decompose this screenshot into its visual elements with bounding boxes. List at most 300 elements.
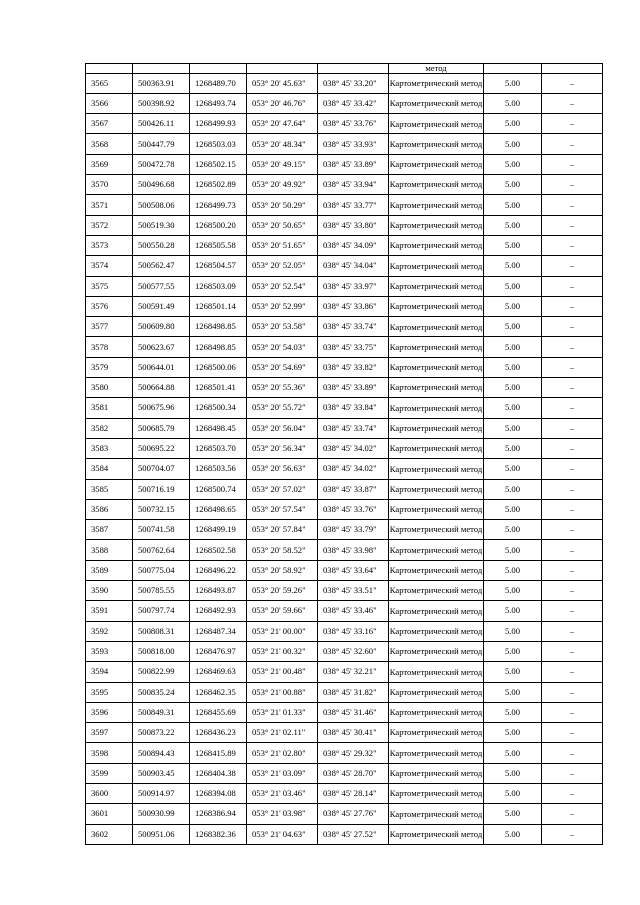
table-row [86, 296, 603, 316]
y-coordinate-cell: 1268382.36 [190, 824, 247, 844]
accuracy-cell: 5.00 [484, 783, 542, 803]
y-coordinate-cell: 1268469.63 [190, 662, 247, 682]
dash-cell: – [542, 682, 603, 702]
table-row [86, 459, 603, 479]
x-coordinate-cell: 500363.91 [133, 73, 190, 93]
dash-cell: – [542, 540, 603, 560]
y-coordinate-cell: 1268436.23 [190, 723, 247, 743]
accuracy-cell: 5.00 [484, 824, 542, 844]
x-coordinate-cell: 500775.04 [133, 560, 190, 580]
table-row [86, 276, 603, 296]
y-coordinate-cell: 1268503.03 [190, 134, 247, 154]
y-coordinate-cell: 1268394.08 [190, 783, 247, 803]
table-row [86, 73, 603, 93]
dash-cell: – [542, 357, 603, 377]
dash-cell: – [542, 114, 603, 134]
method-cell: Картометрический метод [389, 479, 484, 499]
dash-cell: – [542, 662, 603, 682]
x-coordinate-cell: 500930.99 [133, 804, 190, 824]
point-number-cell: 3579 [86, 357, 133, 377]
method-cell: Картометрический метод [389, 195, 484, 215]
latitude-cell: 053° 21' 01.33" [247, 702, 318, 722]
accuracy-cell: 5.00 [484, 581, 542, 601]
method-cell: Картометрический метод [389, 134, 484, 154]
y-coordinate-cell: 1268476.97 [190, 641, 247, 661]
method-cell: Картометрический метод [389, 621, 484, 641]
point-number-cell: 3571 [86, 195, 133, 215]
y-coordinate-cell: 1268455.69 [190, 702, 247, 722]
latitude-cell: 053° 20' 49.15" [247, 154, 318, 174]
dash-cell: – [542, 560, 603, 580]
x-coordinate-cell: 500914.97 [133, 783, 190, 803]
latitude-cell: 053° 21' 03.98" [247, 804, 318, 824]
accuracy-cell: 5.00 [484, 520, 542, 540]
longitude-cell: 038° 45' 33.74" [318, 317, 389, 337]
point-number-cell: 3575 [86, 276, 133, 296]
table-row [86, 337, 603, 357]
longitude-cell: 038° 45' 34.09" [318, 235, 389, 255]
method-cell: Картометрический метод [389, 235, 484, 255]
method-cell: Картометрический метод [389, 175, 484, 195]
table-row [86, 662, 603, 682]
dash-cell: – [542, 702, 603, 722]
table-row [86, 175, 603, 195]
accuracy-cell: 5.00 [484, 73, 542, 93]
dash-cell: – [542, 296, 603, 316]
latitude-cell: 053° 20' 58.52" [247, 540, 318, 560]
point-number-cell: 3583 [86, 438, 133, 458]
method-cell: Картометрический метод [389, 581, 484, 601]
x-coordinate-cell: 500732.15 [133, 499, 190, 519]
accuracy-cell: 5.00 [484, 641, 542, 661]
table-row [86, 154, 603, 174]
longitude-cell: 038° 45' 27.76" [318, 804, 389, 824]
dash-cell: – [542, 479, 603, 499]
dash-cell: – [542, 743, 603, 763]
longitude-cell: 038° 45' 33.93" [318, 134, 389, 154]
point-number-cell: 3600 [86, 783, 133, 803]
table-row [86, 317, 603, 337]
longitude-cell: 038° 45' 33.89" [318, 378, 389, 398]
y-coordinate-cell: 1268501.14 [190, 296, 247, 316]
latitude-cell: 053° 20' 54.69" [247, 357, 318, 377]
table-row [86, 601, 603, 621]
y-coordinate-cell: 1268498.65 [190, 499, 247, 519]
x-coordinate-cell: 500519.30 [133, 215, 190, 235]
accuracy-cell: 5.00 [484, 276, 542, 296]
table-row [86, 378, 603, 398]
y-coordinate-cell: 1268503.70 [190, 438, 247, 458]
dash-cell: – [542, 418, 603, 438]
y-coordinate-cell: 1268504.57 [190, 256, 247, 276]
accuracy-cell: 5.00 [484, 195, 542, 215]
dash-cell: – [542, 337, 603, 357]
accuracy-cell: 5.00 [484, 540, 542, 560]
longitude-cell: 038° 45' 31.82" [318, 682, 389, 702]
point-number-cell: 3596 [86, 702, 133, 722]
method-cell: Картометрический метод [389, 378, 484, 398]
point-number-cell: 3576 [86, 296, 133, 316]
x-coordinate-cell: 500623.67 [133, 337, 190, 357]
x-coordinate-cell: 500508.06 [133, 195, 190, 215]
accuracy-cell: 5.00 [484, 438, 542, 458]
y-coordinate-cell: 1268493.87 [190, 581, 247, 601]
table-row [86, 763, 603, 783]
point-number-cell: 3578 [86, 337, 133, 357]
longitude-cell: 038° 45' 33.82" [318, 357, 389, 377]
method-cell: Картометрический метод [389, 560, 484, 580]
method-cell: Картометрический метод [389, 276, 484, 296]
table-row [86, 114, 603, 134]
dash-cell: – [542, 641, 603, 661]
table-row [86, 804, 603, 824]
accuracy-cell: 5.00 [484, 621, 542, 641]
longitude-cell: 038° 45' 27.52" [318, 824, 389, 844]
dash-cell: – [542, 317, 603, 337]
y-coordinate-cell: 1268503.09 [190, 276, 247, 296]
latitude-cell: 053° 21' 04.63" [247, 824, 318, 844]
dash-cell: – [542, 804, 603, 824]
table-row [86, 438, 603, 458]
accuracy-cell: 5.00 [484, 215, 542, 235]
x-coordinate-cell: 500762.64 [133, 540, 190, 560]
table-body [86, 64, 603, 845]
y-coordinate-cell: 1268499.73 [190, 195, 247, 215]
x-coordinate-cell: 500644.01 [133, 357, 190, 377]
table-row [86, 398, 603, 418]
latitude-cell: 053° 20' 56.04" [247, 418, 318, 438]
latitude-cell: 053° 20' 50.65" [247, 215, 318, 235]
method-cell: Картометрический метод [389, 438, 484, 458]
longitude-cell: 038° 45' 33.74" [318, 418, 389, 438]
longitude-cell: 038° 45' 34.02" [318, 459, 389, 479]
dash-cell: – [542, 175, 603, 195]
table-row [86, 499, 603, 519]
method-cell: Картометрический метод [389, 743, 484, 763]
y-coordinate-cell: 1268503.56 [190, 459, 247, 479]
dash-cell: – [542, 398, 603, 418]
method-cell: Картометрический метод [389, 783, 484, 803]
y-coordinate-cell: 1268386.94 [190, 804, 247, 824]
accuracy-cell: 5.00 [484, 560, 542, 580]
dash-cell: – [542, 276, 603, 296]
accuracy-cell: 5.00 [484, 743, 542, 763]
point-number-cell: 3592 [86, 621, 133, 641]
longitude-cell: 038° 45' 33.46" [318, 601, 389, 621]
dash-cell: – [542, 824, 603, 844]
method-cell: Картометрический метод [389, 763, 484, 783]
point-number-cell: 3569 [86, 154, 133, 174]
y-coordinate-cell: 1268487.34 [190, 621, 247, 641]
latitude-cell: 053° 20' 55.36" [247, 378, 318, 398]
dash-cell: – [542, 235, 603, 255]
y-coordinate-cell: 1268500.06 [190, 357, 247, 377]
method-cell: Картометрический метод [389, 337, 484, 357]
x-coordinate-cell: 500496.68 [133, 175, 190, 195]
longitude-cell: 038° 45' 33.51" [318, 581, 389, 601]
x-coordinate-cell: 500550.28 [133, 235, 190, 255]
method-cell: Картометрический метод [389, 296, 484, 316]
dash-cell: – [542, 520, 603, 540]
method-cell: Картометрический метод [389, 804, 484, 824]
y-coordinate-cell: 1268462.35 [190, 682, 247, 702]
table-row [86, 682, 603, 702]
x-coordinate-cell: 500818.00 [133, 641, 190, 661]
table-row [86, 520, 603, 540]
latitude-cell: 053° 21' 00.88" [247, 682, 318, 702]
point-number-cell: 3591 [86, 601, 133, 621]
table-row [86, 134, 603, 154]
dash-cell: – [542, 378, 603, 398]
table-row [86, 743, 603, 763]
x-coordinate-cell: 500785.55 [133, 581, 190, 601]
latitude-cell: 053° 21' 02.11" [247, 723, 318, 743]
table-row [86, 93, 603, 113]
latitude-cell: 053° 20' 48.34" [247, 134, 318, 154]
table-row [86, 195, 603, 215]
point-number-cell: 3581 [86, 398, 133, 418]
y-coordinate-cell: 1268505.58 [190, 235, 247, 255]
longitude-cell: 038° 45' 29.32" [318, 743, 389, 763]
point-number-cell: 3566 [86, 93, 133, 113]
accuracy-cell: 5.00 [484, 682, 542, 702]
accuracy-cell: 5.00 [484, 702, 542, 722]
method-cell: Картометрический метод [389, 641, 484, 661]
x-coordinate-cell: 500741.58 [133, 520, 190, 540]
accuracy-cell: 5.00 [484, 418, 542, 438]
accuracy-cell: 5.00 [484, 499, 542, 519]
accuracy-cell: 5.00 [484, 337, 542, 357]
dash-cell: – [542, 154, 603, 174]
latitude-cell: 053° 21' 00.00" [247, 621, 318, 641]
x-coordinate-cell: 500577.55 [133, 276, 190, 296]
point-number-cell: 3584 [86, 459, 133, 479]
point-number-cell: 3577 [86, 317, 133, 337]
longitude-cell: 038° 45' 34.02" [318, 438, 389, 458]
dash-cell: – [542, 195, 603, 215]
point-number-cell: 3597 [86, 723, 133, 743]
point-number-cell: 3588 [86, 540, 133, 560]
method-cell: Картометрический метод [389, 418, 484, 438]
table-row [86, 723, 603, 743]
accuracy-cell: 5.00 [484, 723, 542, 743]
longitude-cell: 038° 45' 33.94" [318, 175, 389, 195]
y-coordinate-cell: 1268404.38 [190, 763, 247, 783]
accuracy-cell: 5.00 [484, 114, 542, 134]
point-number-cell: 3565 [86, 73, 133, 93]
latitude-cell: 053° 20' 58.92" [247, 560, 318, 580]
table-row [86, 256, 603, 276]
accuracy-cell: 5.00 [484, 317, 542, 337]
x-coordinate-cell: 500426.11 [133, 114, 190, 134]
latitude-cell: 053° 20' 56.34" [247, 438, 318, 458]
table-row [86, 824, 603, 844]
longitude-cell: 038° 45' 33.16" [318, 621, 389, 641]
point-number-cell: 3587 [86, 520, 133, 540]
point-number-cell: 3585 [86, 479, 133, 499]
accuracy-cell: 5.00 [484, 175, 542, 195]
x-coordinate-cell: 500822.99 [133, 662, 190, 682]
y-coordinate-cell: 1268499.19 [190, 520, 247, 540]
method-cell: Картометрический метод [389, 154, 484, 174]
dash-cell: – [542, 93, 603, 113]
table-row [86, 357, 603, 377]
accuracy-cell: 5.00 [484, 662, 542, 682]
dash-cell: – [542, 723, 603, 743]
dash-cell: – [542, 215, 603, 235]
point-number-cell: 3590 [86, 581, 133, 601]
y-coordinate-cell: 1268500.34 [190, 398, 247, 418]
y-coordinate-cell: 1268502.58 [190, 540, 247, 560]
dash-cell: – [542, 581, 603, 601]
accuracy-cell: 5.00 [484, 601, 542, 621]
longitude-cell: 038° 45' 33.87" [318, 479, 389, 499]
y-coordinate-cell: 1268500.74 [190, 479, 247, 499]
dash-cell: – [542, 601, 603, 621]
dash-cell: – [542, 459, 603, 479]
accuracy-cell: 5.00 [484, 357, 542, 377]
point-number-cell: 3580 [86, 378, 133, 398]
longitude-cell: 038° 45' 33.75" [318, 337, 389, 357]
accuracy-cell: 5.00 [484, 459, 542, 479]
longitude-cell: 038° 45' 32.60" [318, 641, 389, 661]
y-coordinate-cell: 1268489.70 [190, 73, 247, 93]
latitude-cell: 053° 21' 00.48" [247, 662, 318, 682]
method-cell: Картометрический метод [389, 317, 484, 337]
dash-cell: – [542, 499, 603, 519]
y-coordinate-cell: 1268498.85 [190, 337, 247, 357]
x-coordinate-cell: 500849.31 [133, 702, 190, 722]
dash-cell: – [542, 134, 603, 154]
accuracy-cell: 5.00 [484, 235, 542, 255]
method-cell: Картометрический метод [389, 215, 484, 235]
y-coordinate-cell: 1268492.93 [190, 601, 247, 621]
dash-cell: – [542, 783, 603, 803]
point-number-cell: 3574 [86, 256, 133, 276]
x-coordinate-cell: 500562.47 [133, 256, 190, 276]
point-number-cell: 3598 [86, 743, 133, 763]
x-coordinate-cell: 500704.07 [133, 459, 190, 479]
latitude-cell: 053° 20' 52.05" [247, 256, 318, 276]
dash-cell: – [542, 438, 603, 458]
y-coordinate-cell: 1268502.15 [190, 154, 247, 174]
x-coordinate-cell: 500894.43 [133, 743, 190, 763]
table-row [86, 641, 603, 661]
accuracy-cell: 5.00 [484, 154, 542, 174]
method-cell: Картометрический метод [389, 540, 484, 560]
latitude-cell: 053° 20' 45.63" [247, 73, 318, 93]
accuracy-cell: 5.00 [484, 256, 542, 276]
method-cell: Картометрический метод [389, 601, 484, 621]
x-coordinate-cell: 500797.74 [133, 601, 190, 621]
y-coordinate-cell: 1268415.89 [190, 743, 247, 763]
point-number-cell: 3570 [86, 175, 133, 195]
longitude-cell: 038° 45' 33.76" [318, 499, 389, 519]
accuracy-cell: 5.00 [484, 398, 542, 418]
longitude-cell: 038° 45' 33.89" [318, 154, 389, 174]
latitude-cell: 053° 20' 59.66" [247, 601, 318, 621]
point-number-cell: 3572 [86, 215, 133, 235]
latitude-cell: 053° 21' 02.80" [247, 743, 318, 763]
longitude-cell: 038° 45' 28.70" [318, 763, 389, 783]
point-number-cell: 3582 [86, 418, 133, 438]
method-cell: Картометрический метод [389, 114, 484, 134]
x-coordinate-cell: 500472.78 [133, 154, 190, 174]
dash-cell: – [542, 73, 603, 93]
x-coordinate-cell: 500873.22 [133, 723, 190, 743]
latitude-cell: 053° 20' 57.02" [247, 479, 318, 499]
document-page [85, 63, 602, 845]
latitude-cell: 053° 20' 52.99" [247, 296, 318, 316]
method-cell: Картометрический метод [389, 702, 484, 722]
accuracy-cell: 5.00 [484, 804, 542, 824]
y-coordinate-cell: 1268493.74 [190, 93, 247, 113]
point-number-cell: 3594 [86, 662, 133, 682]
method-cell: Картометрический метод [389, 459, 484, 479]
dash-cell: – [542, 621, 603, 641]
longitude-cell: 038° 45' 31.46" [318, 702, 389, 722]
longitude-cell: 038° 45' 33.64" [318, 560, 389, 580]
longitude-cell: 038° 45' 28.14" [318, 783, 389, 803]
point-number-cell: 3568 [86, 134, 133, 154]
latitude-cell: 053° 21' 00.32" [247, 641, 318, 661]
accuracy-cell: 5.00 [484, 479, 542, 499]
longitude-cell: 038° 45' 33.20" [318, 73, 389, 93]
accuracy-cell: 5.00 [484, 134, 542, 154]
method-cell: Картометрический метод [389, 357, 484, 377]
longitude-cell: 038° 45' 33.79" [318, 520, 389, 540]
latitude-cell: 053° 21' 03.09" [247, 763, 318, 783]
x-coordinate-cell: 500591.49 [133, 296, 190, 316]
table-row [86, 702, 603, 722]
longitude-cell: 038° 45' 33.98" [318, 540, 389, 560]
point-number-cell: 3567 [86, 114, 133, 134]
point-number-cell: 3595 [86, 682, 133, 702]
table-row [86, 418, 603, 438]
x-coordinate-cell: 500398.92 [133, 93, 190, 113]
latitude-cell: 053° 20' 47.64" [247, 114, 318, 134]
y-coordinate-cell: 1268500.20 [190, 215, 247, 235]
table-row [86, 540, 603, 560]
method-cell: Картометрический метод [389, 662, 484, 682]
point-number-cell: 3573 [86, 235, 133, 255]
longitude-cell: 038° 45' 33.76" [318, 114, 389, 134]
method-cell: метод [389, 64, 484, 74]
accuracy-cell: 5.00 [484, 93, 542, 113]
table-row [86, 581, 603, 601]
x-coordinate-cell: 500835.24 [133, 682, 190, 702]
method-cell: Картометрический метод [389, 73, 484, 93]
y-coordinate-cell: 1268499.93 [190, 114, 247, 134]
y-coordinate-cell: 1268498.45 [190, 418, 247, 438]
table-row [86, 560, 603, 580]
latitude-cell: 053° 20' 57.54" [247, 499, 318, 519]
longitude-cell: 038° 45' 30.41" [318, 723, 389, 743]
table-row [86, 215, 603, 235]
point-number-cell: 3602 [86, 824, 133, 844]
point-number-cell: 3586 [86, 499, 133, 519]
longitude-cell: 038° 45' 33.97" [318, 276, 389, 296]
y-coordinate-cell: 1268502.89 [190, 175, 247, 195]
latitude-cell: 053° 20' 57.84" [247, 520, 318, 540]
table-row [86, 621, 603, 641]
method-cell: Картометрический метод [389, 520, 484, 540]
x-coordinate-cell: 500716.19 [133, 479, 190, 499]
accuracy-cell: 5.00 [484, 378, 542, 398]
dash-cell: – [542, 256, 603, 276]
y-coordinate-cell: 1268501.41 [190, 378, 247, 398]
method-cell: Картометрический метод [389, 398, 484, 418]
